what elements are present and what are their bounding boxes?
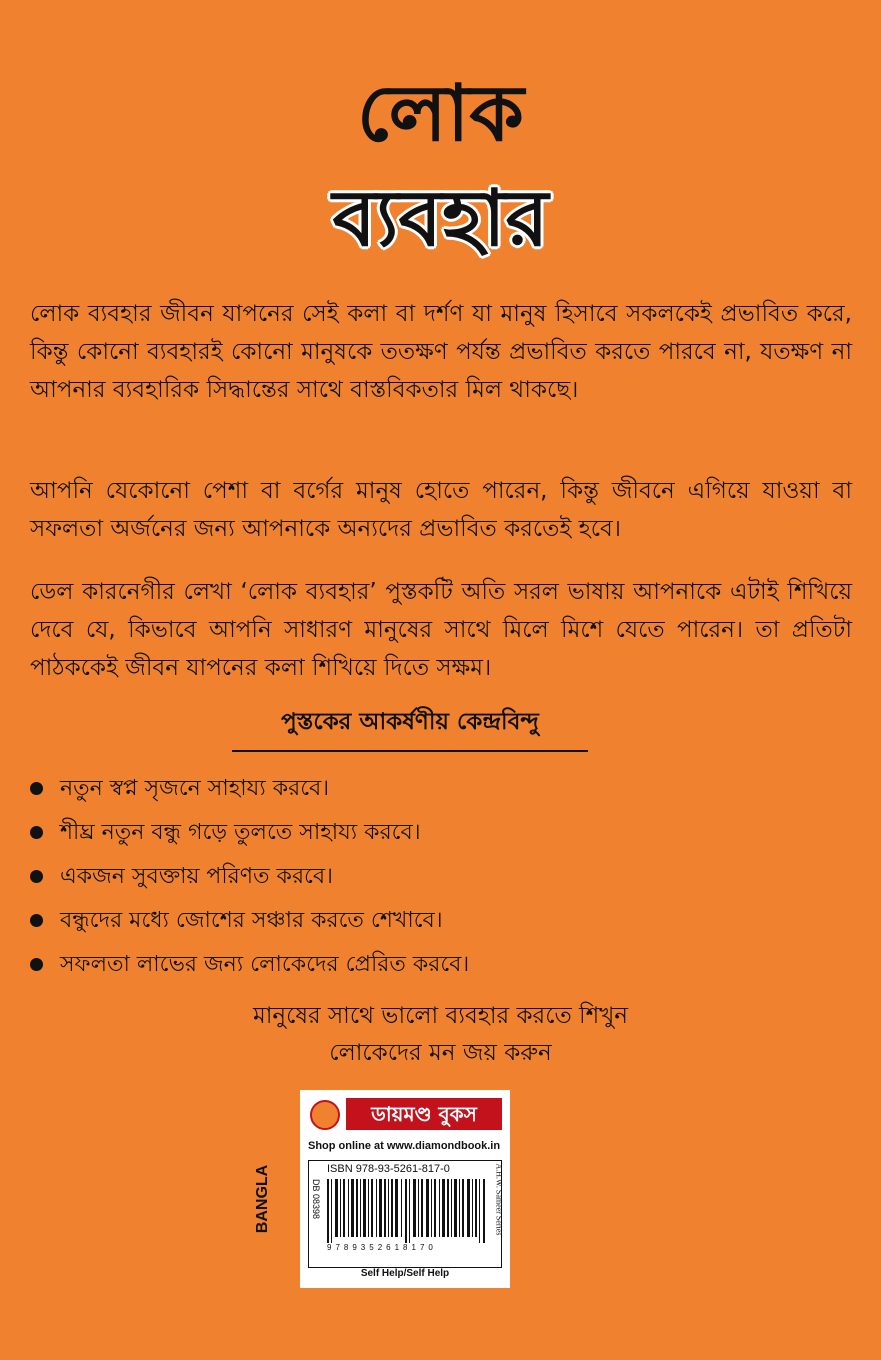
bullet-icon — [30, 914, 43, 927]
barcode-digits: 9789352618170 — [327, 1243, 437, 1252]
bullet-icon — [30, 870, 43, 883]
highlights-list — [30, 767, 830, 987]
highlights-heading: পুস্তকের আকর্ষণীয় কেন্দ্রবিন্দু — [232, 703, 588, 752]
book-title-line1: লোক — [357, 69, 524, 159]
category-text: Self Help/Self Help — [360, 1268, 450, 1279]
isbn-text: ISBN 978-93-5261-817-0 — [327, 1163, 450, 1175]
tagline-line2: লোকেদের মন জয় করুন — [329, 1040, 552, 1066]
publisher-logo-text: ডায়মণ্ড বুকস — [346, 1098, 502, 1130]
publisher-logo — [310, 1098, 502, 1132]
barcode-area — [308, 1160, 502, 1268]
description-paragraph-2: আপনি যেকোনো পেশা বা বর্গের মানুষ হোতে পারেন, কিন্তু জীবনে এগিয়ে যাওয়া বা সফলতা অর্জনের জন্য আপনাকে অন্যদের প্রভাবিত করতেই হবে। — [30, 478, 852, 542]
book-title-line2: ব্যবহার — [332, 174, 549, 264]
publisher-box — [300, 1090, 510, 1288]
bullet-icon — [30, 782, 43, 795]
list-item — [30, 767, 830, 811]
tagline-line1: মানুষের সাথে ভালো ব্যবহার করতে শিখুন — [252, 1003, 629, 1029]
list-item-text: একজন সুবক্তায় পরিণত করবে। — [60, 864, 333, 889]
language-label: BANGLA — [254, 1164, 271, 1234]
description-paragraph-3: ডেল কারনেগীর লেখা ‘লোক ব্যবহার’ পুস্তকটি অতি সরল ভাষায় আপনাকে এটাই শিখিয়ে দেবে যে, কিভাবে আপনি সাধারণ মানুষের সাথে মিলে মিশে যেতে পারেন। তা প্রতিটা পাঠককেই জীবন যাপনের কলা শিখিয়ে দিতে সক্ষম। — [30, 579, 852, 681]
list-item — [30, 943, 830, 987]
list-item — [30, 899, 830, 943]
bullet-icon — [30, 958, 43, 971]
list-item-text: বন্ধুদের মধ্যে জোশের সঞ্চার করতে শেখাবে। — [60, 908, 443, 933]
barcode-icon — [327, 1179, 487, 1243]
bullet-icon — [30, 826, 43, 839]
list-item — [30, 855, 830, 899]
list-item-text: শীঘ্র নতুন বন্ধু গড়ে তুলতে সাহায্য করবে। — [60, 820, 421, 845]
list-item-text: নতুন স্বপ্ন সৃজনে সাহায্য করবে। — [60, 776, 330, 801]
description-paragraph-1: লোক ব্যবহার জীবন যাপনের সেই কলা বা দর্শণ যা মানুষ হিসাবে সকলকেই প্রভাবিত করে, কিন্তু কোনো ব্যবহারই কোনো মানুষকে ততক্ষণ পর্যন্ত প্রভাবিত করতে পারবে না, যতক্ষণ না আপনার ব্যবহারিক সিদ্ধান্তের সাথে বাস্তবিকতার মিল থাকছে। — [30, 301, 852, 403]
shop-online-text: Shop online at www.diamondbook.in — [308, 1140, 501, 1152]
diamond-logo-icon — [310, 1100, 340, 1130]
list-item — [30, 811, 830, 855]
list-item-text: সফলতা লাভের জন্য লোকেদের প্রেরিত করবে। — [60, 952, 470, 977]
series-text: A.H.W. Sameer Series — [494, 1163, 504, 1236]
db-code: DB 08398 — [311, 1179, 321, 1220]
